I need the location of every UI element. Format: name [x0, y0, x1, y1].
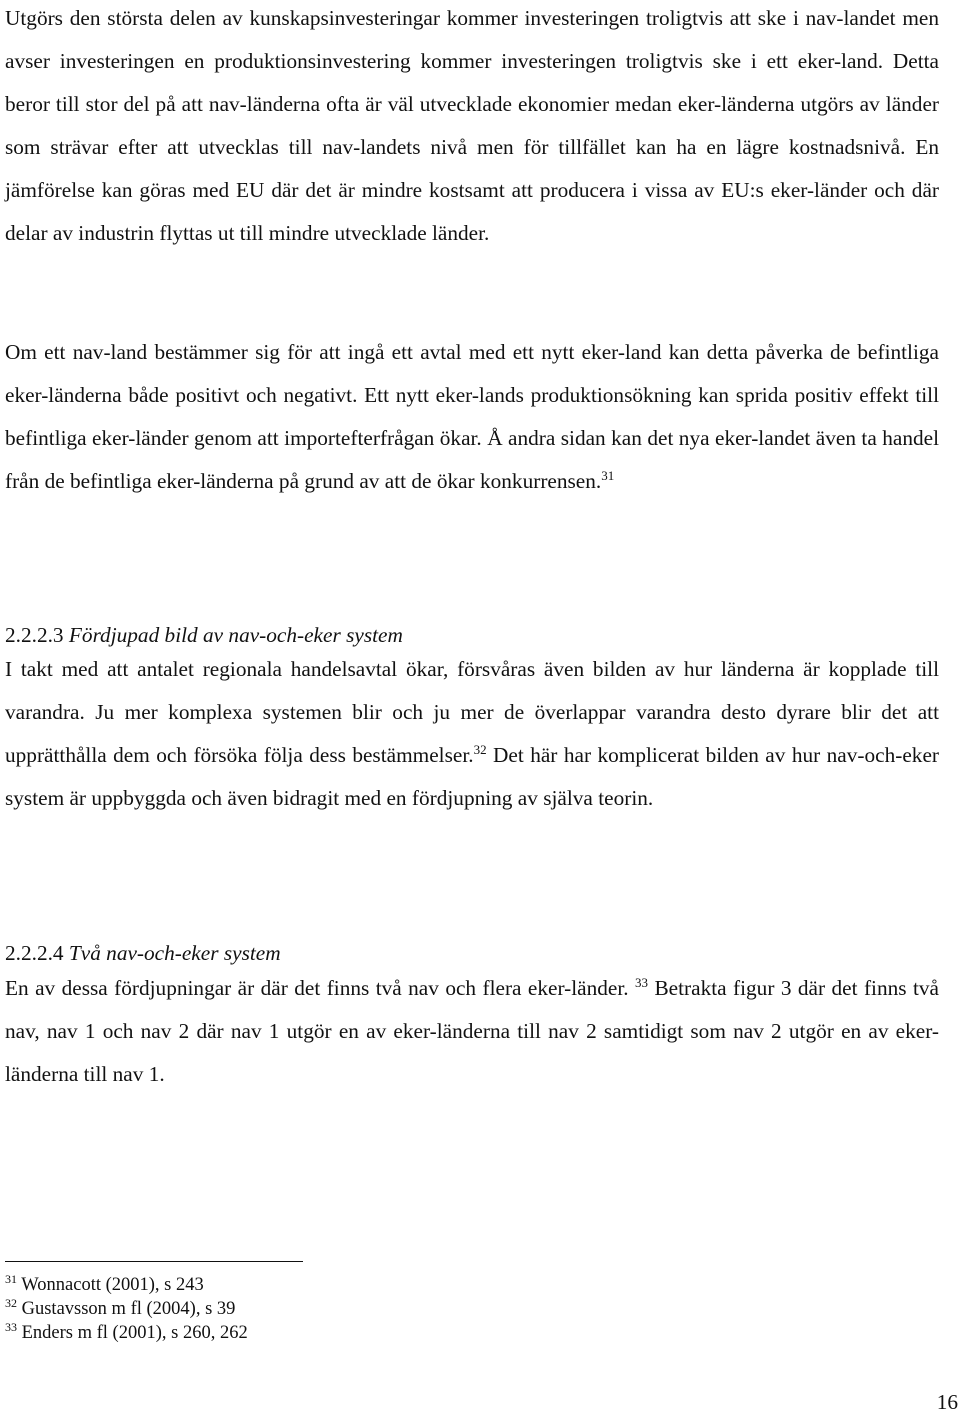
- section-title: Fördjupad bild av nav-och-eker system: [68, 623, 403, 647]
- footnote-number: 31: [5, 1271, 17, 1286]
- paragraph-1: [5, 0, 939, 255]
- footnote-ref-32: 32: [473, 741, 487, 757]
- footnote-number: 33: [5, 1319, 17, 1334]
- section-number: 2.2.2.4: [5, 941, 64, 965]
- footnotes: [5, 1273, 248, 1345]
- footnote-text: Gustavsson m fl (2004), s 39: [21, 1299, 236, 1319]
- section-body-text: I takt med att antalet regionala handelsavtal ökar, försvåras även bilden av hur länderna är kopplade till varandra. Ju mer komplexa systemen blir och ju mer de överlappar varandra desto dyrare blir det att upprätthålla dem och försöka följa dess bestämmelser.: [5, 657, 939, 767]
- section-body-text-cont: Betrakta figur 3 där det finns två nav, nav 1 och nav 2 där nav 1 utgör en av eker-länderna till nav 2 samtidigt som nav 2 utgör en av eker-länderna till nav 1.: [5, 976, 939, 1086]
- footnote-text: Wonnacott (2001), s 243: [21, 1275, 204, 1295]
- section-heading-2-2-2-3: [5, 620, 939, 650]
- paragraph-2-text: Om ett nav-land bestämmer sig för att ingå ett avtal med ett nytt eker-land kan detta påverka de befintliga eker-länderna både positivt och negativt. Ett nytt eker-lands produktionsökning kan sprida positiv effekt till befintliga eker-länder genom att importefterfrågan ökar. Å andra sidan kan det nya eker-landet även ta handel från de befintliga eker-länderna på grund av att de ökar konkurrensen.: [5, 340, 939, 493]
- section-body-text-cont: Det här har komplicerat bilden av hur nav-och-eker system är uppbyggda och även bidragit med en fördjupning av själva teorin.: [5, 743, 939, 810]
- section-heading-2-2-2-4: [5, 938, 939, 968]
- paragraph-1-text: Utgörs den största delen av kunskapsinvesteringar kommer investeringen troligtvis att ske i nav-landet men avser investeringen en produktionsinvestering kommer investeringen troligtvis ske i ett eker-land. Detta beror till stor del på att nav-länderna ofta är väl utvecklade ekonomier medan eker-länderna utgörs av länder som strävar efter att utvecklas till nav-landets nivå men för tillfället kan ha en lägre kostnadsnivå. En jämförelse kan göras med EU där det är mindre kostsamt att producera i vissa av EU:s eker-länder och där delar av industrin flyttas ut till mindre utvecklade länder.: [5, 6, 939, 245]
- page-number: 16: [936, 1390, 958, 1414]
- footnote-separator: [5, 1261, 303, 1262]
- section-body-text: En av dessa fördjupningar är där det finns två nav och flera eker-länder.: [5, 976, 636, 1000]
- section-number: 2.2.2.3: [5, 623, 64, 647]
- paragraph-2: [5, 331, 939, 503]
- section-2-2-2-3-body: [5, 648, 939, 820]
- footnote-number: 32: [5, 1295, 17, 1310]
- footnote-31: [5, 1273, 248, 1297]
- footnote-33: [5, 1321, 248, 1345]
- footnote-32: [5, 1297, 248, 1321]
- footnote-ref-33: 33: [635, 974, 649, 990]
- footnote-text: Enders m fl (2001), s 260, 262: [21, 1323, 248, 1343]
- footnote-ref-31: 31: [601, 467, 615, 483]
- section-title: Två nav-och-eker system: [68, 941, 281, 965]
- section-2-2-2-4-body: [5, 967, 939, 1096]
